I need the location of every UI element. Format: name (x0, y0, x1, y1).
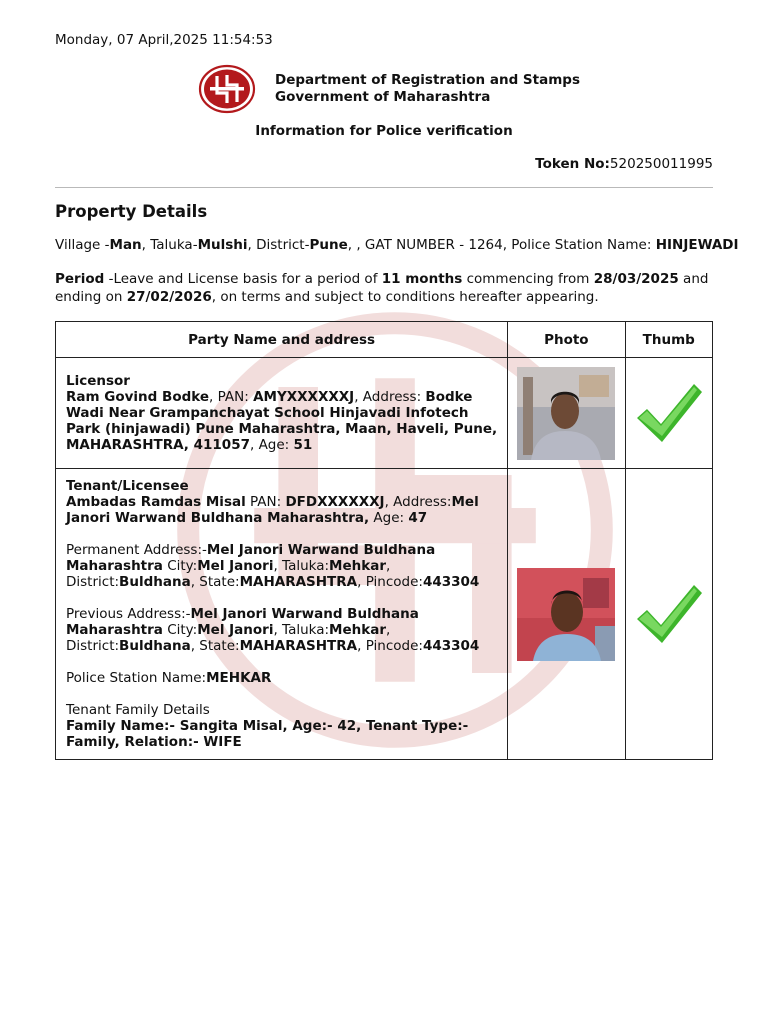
licensor-age: 51 (293, 437, 313, 453)
tenant-previous-address: Previous Address:-Mel Janori Warwand Buldhana Maharashtra City:Mel Janori, Taluka:Mehkar, District:Buldhana, State:MAHARASHTRA, Pincode:443304 (66, 606, 480, 654)
tenant-permanent-address: Permanent Address:-Mel Janori Warwand Buldhana Maharashtra City:Mel Janori, Taluka:Mehkar, District:Buldhana, State:MAHARASHTRA, Pincode:443304 (66, 542, 480, 590)
tenant-role: Tenant/Licensee (66, 478, 189, 494)
licensor-pan: AMYXXXXXXJ (253, 389, 355, 405)
token-number: Token No:520250011995 (535, 156, 713, 172)
licensor-photo (517, 367, 615, 460)
table-header-row (56, 322, 713, 358)
header-photo: Photo (508, 322, 625, 358)
licensor-thumb-cell (625, 358, 712, 469)
divider (55, 187, 713, 188)
department-name: Department of Registration and Stamps Government of Maharashtra (275, 72, 580, 105)
licensor-name: Ram Govind Bodke (66, 389, 210, 405)
tenant-pan: DFDXXXXXXJ (285, 494, 385, 510)
tenant-address: Mel Janori Warwand Buldhana Maharashtra, (66, 494, 479, 526)
licensor-details: Licensor Ram Govind Bodke, PAN: AMYXXXXXXJ, Address: Bodke Wadi Near Grampanchayat School Hinjavadi Infotech Park (hinjawadi) Pune Maharashtra, Maan, Haveli, Pune, MAHARASHTRA, 411057, Age: 51 (56, 358, 508, 469)
licensor-photo-cell (508, 358, 625, 469)
tenant-family-details: Family Name:- Sangita Misal, Age:- 42, Tenant Type:- Family, Relation:- WIFE (66, 718, 469, 750)
green-check-icon (634, 380, 704, 446)
lease-period: Period -Leave and License basis for a period of 11 months commencing from 28/03/2025 and ending on 27/02/2026, on terms and subject to conditions hereafter appearing. (55, 271, 709, 305)
section-heading: Property Details (55, 202, 208, 221)
header-thumb: Thumb (625, 322, 712, 358)
tenant-photo (517, 568, 615, 661)
green-check-icon (634, 581, 704, 647)
licensor-address: Bodke Wadi Near Grampanchayat School Hinjavadi Infotech Park (hinjawadi) Pune Maharashtra, Maan, Haveli, Pune, MAHARASHTRA, 411057 (66, 389, 498, 453)
tenant-age: 47 (408, 510, 428, 526)
tenant-thumb-cell (625, 469, 712, 760)
tenant-police-station: Police Station Name:MEHKAR (66, 670, 272, 686)
table-row (56, 469, 713, 760)
table-row (56, 358, 713, 469)
print-datetime: Monday, 07 April,2025 11:54:53 (55, 32, 273, 48)
header-party: Party Name and address (56, 322, 508, 358)
licensor-role: Licensor (66, 373, 130, 389)
tenant-details: Tenant/Licensee Ambadas Ramdas Misal PAN: DFDXXXXXXJ, Address:Mel Janori Warwand Buldhana Maharashtra, Age: 47 Permanent Address:-Mel Janori Warwand Buldhana Maharashtra City:Mel Janori, Taluka:Mehkar, District:Buldhana, State:MAHARASHTRA, Pincode:443304 Previous Address:-Mel Janori Warwand Buldhana Maharashtra City:Mel Janori, Taluka:Mehkar, District:Buldhana, State:MAHARASHTRA, Pincode:443304 Police Station Name:MEHKAR Tenant Family Details Family Name:- Sangita Misal, Age:- 42, Tenant Type:- Family, Relation:- WIFE (56, 469, 508, 760)
document-title: Information for Police verification (255, 123, 513, 139)
tenant-name: Ambadas Ramdas Misal (66, 494, 246, 510)
tenant-family-heading: Tenant Family Details (66, 702, 210, 718)
tenant-photo-cell (508, 469, 625, 760)
department-emblem-icon (198, 64, 256, 114)
property-location: Village -Man, Taluka-Mulshi, District-Pune, , GAT NUMBER - 1264, Police Station Name: HINJEWADI (55, 237, 739, 253)
party-table (55, 321, 713, 760)
